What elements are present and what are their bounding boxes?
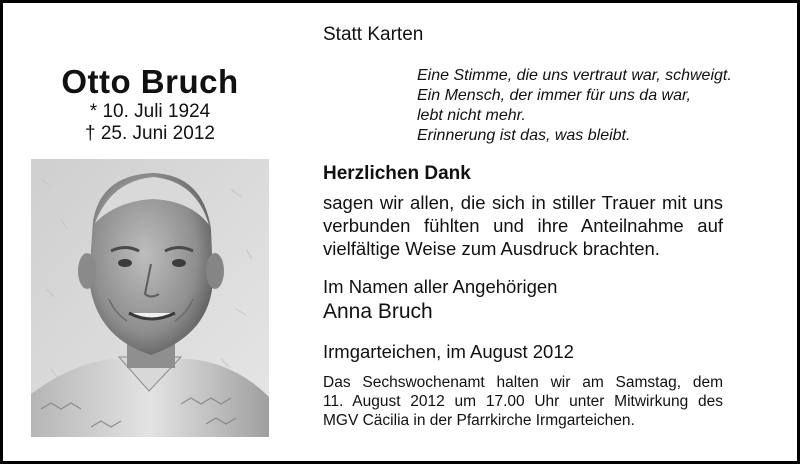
quote-line: Erinnerung ist das, was bleibt. — [417, 127, 631, 144]
deceased-name: Otto Bruch — [61, 63, 239, 100]
portrait-illustration — [31, 159, 269, 437]
thanks-line: sagen wir allen, die sich in stiller Trauer mit uns — [323, 192, 723, 213]
quote-line: lebt nicht mehr. — [417, 107, 526, 124]
portrait-photo — [31, 159, 269, 437]
thanks-heading: Herzlichen Dank — [323, 163, 471, 184]
mass-announcement — [323, 373, 723, 430]
thanks-line: vielfältige Weise zum Ausdruck brachten. — [323, 238, 660, 259]
place-date: Irmgarteichen, im August 2012 — [323, 341, 574, 362]
birth-date: * 10. Juli 1924 — [89, 101, 211, 122]
signer-name: Anna Bruch — [323, 300, 433, 323]
quote-line: Eine Stimme, die uns vertraut war, schweigt. — [417, 67, 732, 84]
header-statt-karten: Statt Karten — [323, 24, 424, 45]
mass-line: Das Sechswochenamt halten wir am Samstag, dem — [323, 374, 723, 391]
mass-line: MGV Cäcilia in der Pfarrkirche Irmgarteichen. — [323, 412, 635, 429]
on-behalf-label: Im Namen aller Angehörigen — [323, 276, 558, 297]
thanks-text — [323, 191, 723, 260]
memorial-quote — [417, 66, 732, 146]
mass-line: 11. August 2012 um 17.00 Uhr unter Mitwirkung des — [323, 393, 723, 410]
quote-line: Ein Mensch, der immer für uns da war, — [417, 87, 691, 104]
death-date: † 25. Juni 2012 — [85, 123, 215, 144]
thanks-line: verbunden fühlten und ihre Anteilnahme auf — [323, 215, 723, 236]
